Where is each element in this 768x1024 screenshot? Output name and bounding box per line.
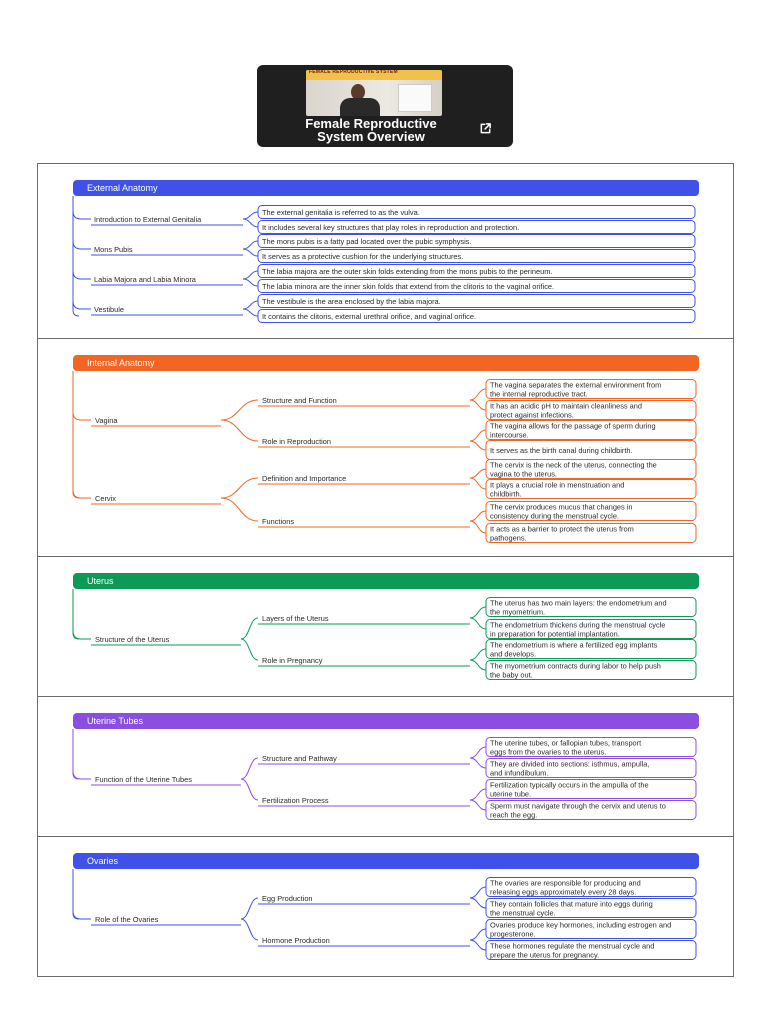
- topic-node: Mons Pubis: [94, 245, 133, 254]
- thumbnail-caption: FEMALE REPRODUCTIVE SYSTEM: [306, 70, 442, 80]
- connector-line: [243, 301, 258, 309]
- subtopic-node: Fertilization Process: [262, 796, 329, 805]
- connector-line: [73, 631, 91, 639]
- section-header[interactable]: [73, 573, 699, 589]
- subtopic-node: Functions: [262, 517, 295, 526]
- subtopic-node: Layers of the Uterus: [262, 614, 329, 623]
- detail-text: It serves as the birth canal during childbirth.: [490, 446, 633, 455]
- connector-line: [470, 660, 486, 670]
- connector-line: [470, 469, 486, 478]
- detail-text: The endometrium is where a fertilized egg implants and develops.: [490, 640, 658, 659]
- detail-text: The endometrium thickens during the menstrual cycle in preparation for potential implantation.: [490, 620, 666, 639]
- section-title: External Anatomy: [87, 183, 158, 193]
- connector-line: [73, 771, 91, 779]
- detail-text: It acts as a barrier to protect the uterus from pathogens.: [490, 524, 634, 543]
- connector-line: [470, 898, 486, 908]
- subtopic-node: Definition and Importance: [262, 474, 347, 483]
- connector-line: [470, 649, 486, 660]
- section-title: Uterine Tubes: [87, 716, 144, 726]
- subtopic-node: Role in Pregnancy: [262, 656, 323, 665]
- connector-line: [243, 249, 258, 256]
- detail-text: It plays a crucial role in menstruation and childbirth.: [490, 480, 625, 499]
- detail-text: Ovaries produce key hormones, including estrogen and progesterone.: [490, 920, 672, 939]
- detail-text: The cervix is the neck of the uterus, connecting the vagina to the uterus.: [490, 460, 657, 479]
- section-header[interactable]: [73, 853, 699, 869]
- detail-text: Fertilization typically occurs in the ampulla of the uterine tube.: [490, 780, 649, 799]
- topic-node: Labia Majora and Labia Minora: [94, 275, 196, 284]
- connector-line: [221, 498, 258, 521]
- connector-line: [470, 618, 486, 629]
- detail-text: Sperm must navigate through the cervix and uterus to reach the egg.: [490, 801, 666, 820]
- connector-line: [470, 747, 486, 758]
- connector-line: [241, 779, 258, 800]
- connector-line: [241, 758, 258, 779]
- connector-line: [73, 490, 91, 498]
- connector-line: [241, 919, 258, 940]
- connector-line: [243, 241, 258, 249]
- connector-line: [470, 789, 486, 800]
- spine-line: [73, 589, 79, 639]
- detail-text: The labia majora are the outer skin folds extending from the mons pubis to the perineum.: [262, 267, 553, 276]
- detail-text: It serves as a protective cushion for the underlying structures.: [262, 252, 464, 261]
- section-title: Uterus: [87, 576, 114, 586]
- detail-text: The vagina separates the external environment from the internal reproductive tract.: [490, 380, 662, 399]
- connector-line: [470, 511, 486, 521]
- connector-line: [470, 929, 486, 940]
- connector-line: [73, 271, 91, 279]
- detail-text: The uterine tubes, or fallopian tubes, transport eggs from the ovaries to the uterus.: [490, 738, 642, 757]
- connector-line: [243, 309, 258, 316]
- connector-line: [73, 412, 91, 420]
- connector-line: [470, 389, 486, 400]
- connector-line: [470, 441, 486, 450]
- spine-line: [73, 869, 79, 919]
- subtopic-node: Hormone Production: [262, 936, 330, 945]
- detail-text: The vagina allows for the passage of sperm during intercourse.: [490, 421, 656, 440]
- topic-node: Role of the Ovaries: [95, 915, 159, 924]
- detail-text: The labia minora are the inner skin folds that extend from the clitoris to the vaginal orifice.: [262, 282, 555, 291]
- connector-line: [470, 800, 486, 810]
- subtopic-node: Structure and Function: [262, 396, 337, 405]
- connector-line: [243, 219, 258, 227]
- topic-node: Vagina: [95, 416, 118, 425]
- connector-line: [470, 430, 486, 441]
- connector-line: [470, 478, 486, 489]
- connector-line: [243, 279, 258, 286]
- detail-text: The uterus has two main layers: the endometrium and the myometrium.: [490, 598, 667, 617]
- detail-text: The myometrium contracts during labor to help push the baby out.: [490, 661, 661, 680]
- topic-node: Cervix: [95, 494, 116, 503]
- connector-line: [470, 940, 486, 950]
- detail-text: It contains the clitoris, external urethral orifice, and vaginal orifice.: [262, 312, 477, 321]
- topic-node: Introduction to External Genitalia: [94, 215, 202, 224]
- video-title[interactable]: Female Reproductive System Overview: [305, 116, 437, 144]
- spine-line: [73, 196, 79, 316]
- detail-text: The ovaries are responsible for producing and releasing eggs approximately every 28 days.: [490, 878, 641, 897]
- detail-text: The cervix produces mucus that changes in consistency during the menstrual cycle.: [490, 502, 633, 521]
- section-title: Internal Anatomy: [87, 358, 155, 368]
- subtopic-node: Structure and Pathway: [262, 754, 337, 763]
- section-header[interactable]: [73, 180, 699, 196]
- spine-line: [73, 729, 79, 779]
- connector-line: [243, 271, 258, 279]
- connector-line: [73, 911, 91, 919]
- detail-text: The vestibule is the area enclosed by the labia majora.: [262, 297, 441, 306]
- spine-line: [73, 371, 79, 498]
- detail-text: These hormones regulate the menstrual cycle and prepare the uterus for pregnancy.: [490, 941, 655, 960]
- connector-line: [221, 400, 258, 420]
- topic-node: Function of the Uterine Tubes: [95, 775, 192, 784]
- connector-line: [470, 758, 486, 768]
- subtopic-node: Role in Reproduction: [262, 437, 332, 446]
- subtopic-node: Egg Production: [262, 894, 313, 903]
- connector-line: [221, 478, 258, 498]
- connector-line: [73, 211, 91, 219]
- connector-line: [241, 639, 258, 660]
- connector-line: [221, 420, 258, 441]
- topic-node: Vestibule: [94, 305, 124, 314]
- connector-line: [73, 241, 91, 249]
- connector-line: [470, 887, 486, 898]
- connector-line: [470, 521, 486, 533]
- detail-text: It includes several key structures that play roles in reproduction and protection.: [262, 223, 520, 232]
- section-title: Ovaries: [87, 856, 119, 866]
- connector-line: [470, 400, 486, 410]
- section-header[interactable]: [73, 713, 699, 729]
- detail-text: It has an acidic pH to maintain cleanliness and protect against infections.: [490, 401, 643, 420]
- detail-text: They contain follicles that mature into eggs during the menstrual cycle.: [490, 899, 653, 918]
- connector-line: [73, 301, 91, 309]
- connector-line: [243, 212, 258, 219]
- detail-text: The external genitalia is referred to as the vulva.: [262, 208, 420, 217]
- connector-line: [470, 607, 486, 618]
- connector-line: [241, 898, 258, 919]
- connector-line: [241, 618, 258, 639]
- topic-node: Structure of the Uterus: [95, 635, 170, 644]
- detail-text: They are divided into sections: isthmus, ampulla, and infundibulum.: [490, 759, 650, 778]
- section-header[interactable]: [73, 355, 699, 371]
- detail-text: The mons pubis is a fatty pad located over the pubic symphysis.: [262, 237, 472, 246]
